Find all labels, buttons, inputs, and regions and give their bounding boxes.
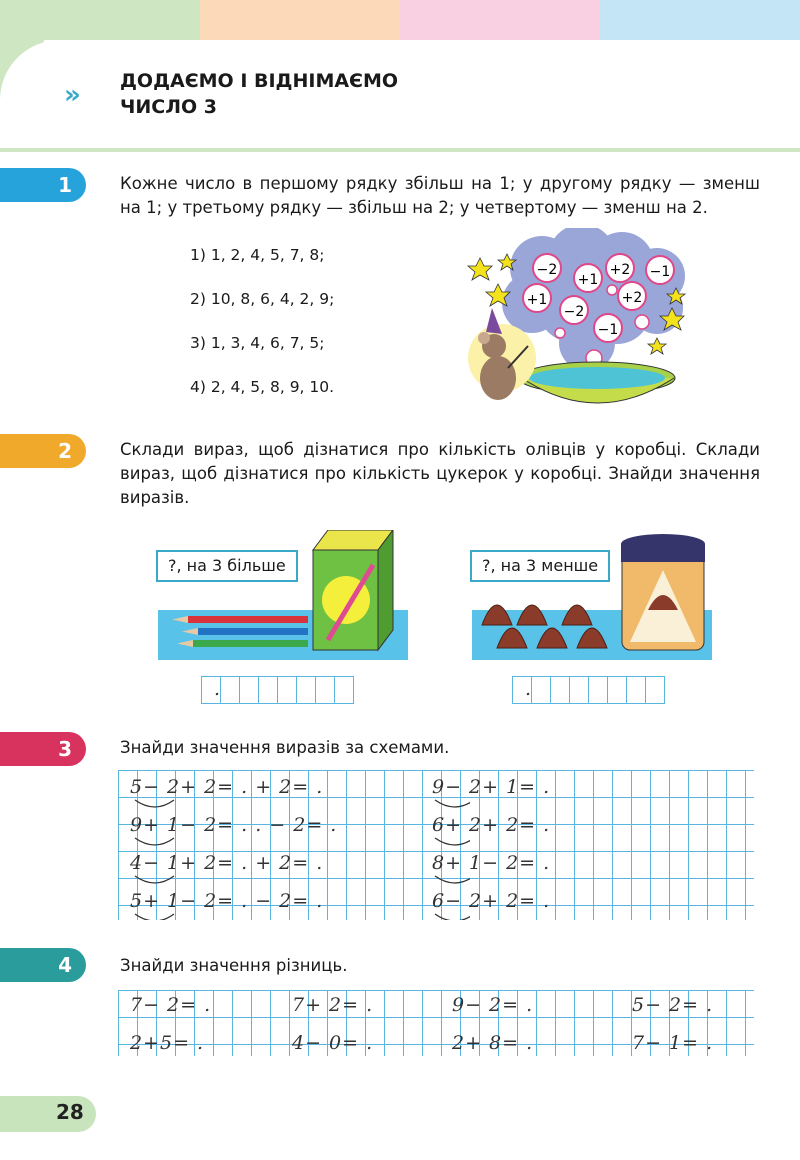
task3-left-row-1: 5− 2+ 2= . + 2= . (130, 776, 324, 798)
top-bar-orange (200, 0, 400, 40)
bubble-5: +1 (526, 292, 548, 308)
candy-jar (621, 534, 705, 650)
bubble-4: −1 (649, 264, 671, 280)
task4-row1-expr-3: 9− 2= . (452, 994, 534, 1016)
task2-text: Склади вираз, щоб дізнатися про кількість олівців у коробці. Склади вираз, щоб дізнатися про кількість цукерок у коробці. Знайди значення виразів. (120, 440, 760, 507)
bubble-2: +1 (577, 272, 599, 288)
task3-left-row-2: 9+ 1− 2= . . − 2= . (130, 814, 338, 836)
bubble-1: −2 (536, 262, 558, 278)
answer-dot-pencils: . (214, 678, 222, 700)
page-title-line2: ЧИСЛО 3 (120, 96, 217, 118)
task1-item-1: 1) 1, 2, 4, 5, 7, 8; (190, 246, 325, 264)
task1-item-3: 3) 1, 3, 4, 6, 7, 5; (190, 334, 325, 352)
page-title-line1: ДОДАЄМО І ВІДНІМАЄМО (120, 70, 399, 92)
task4-text: Знайди значення різниць. (120, 956, 348, 975)
label-more: ?, на 3 більше (156, 550, 298, 582)
task3-right-row-2: 6+ 2+ 2= . (432, 814, 551, 836)
task4-row1-expr-2: 7+ 2= . (292, 994, 374, 1016)
task-badge-3: 3 (0, 732, 86, 766)
arc-arrow-1 (135, 800, 174, 807)
task3-left-row-4: 5+ 1− 2= . − 2= . (130, 890, 324, 912)
bowl (519, 362, 675, 403)
task3-text: Знайди значення виразів за схемами. (120, 738, 450, 757)
arc-arrow-8 (435, 914, 470, 920)
task3-right-row-4: 6− 2+ 2= . (432, 890, 551, 912)
task1-item-4: 4) 2, 4, 5, 8, 9, 10. (190, 378, 335, 396)
top-bar-pink (400, 0, 600, 40)
answer-grid-pencils[interactable] (201, 676, 354, 704)
arc-arrow-7 (435, 876, 470, 883)
bubble-7: +2 (621, 290, 643, 306)
arc-arrow-4 (135, 914, 174, 920)
double-chevron-icon: » (64, 80, 75, 110)
task4-row2-expr-3: 2+ 8= . (452, 1032, 534, 1054)
arc-arrow-6 (435, 838, 470, 845)
task1-item-2: 2) 10, 8, 6, 4, 2, 9; (190, 290, 335, 308)
page-title (120, 68, 398, 120)
page-number: 28 (56, 1100, 84, 1124)
task1-text: Кожне число в першому рядку збільш на 1; у другому рядку — зменш на 1; у третьому рядку — збільш на 2; у четвертому — зменш на 2. (120, 174, 760, 217)
task3-right-row-3: 8+ 1− 2= . (432, 852, 551, 874)
task4-row2-expr-4: 7− 1= . (632, 1032, 714, 1054)
task-badge-2: 2 (0, 434, 86, 468)
label-less: ?, на 3 менше (470, 550, 610, 582)
arc-arrow-5 (435, 800, 470, 807)
task-badge-4: 4 (0, 948, 86, 982)
answer-grid-candies[interactable] (512, 676, 665, 704)
top-bar-blue (600, 0, 800, 40)
pencils (172, 616, 308, 647)
task4-row1-expr-4: 5− 2= . (632, 994, 714, 1016)
pencil-box (313, 530, 393, 650)
task3-scheme-arrows (130, 796, 470, 920)
top-color-bar (0, 0, 800, 40)
arc-arrow-3 (135, 876, 174, 883)
task4-row2-expr-1: 2+5= . (130, 1032, 205, 1054)
task4-row2-expr-2: 4− 0= . (292, 1032, 374, 1054)
task-badge-1: 1 (0, 168, 86, 202)
arc-arrow-2 (135, 838, 174, 845)
bubble-3: +2 (609, 262, 631, 278)
task3-left-row-3: 4− 1+ 2= . + 2= . (130, 852, 324, 874)
bubble-8: −1 (597, 322, 619, 338)
bubble-6: −2 (563, 304, 585, 320)
task3-right-row-1: 9− 2+ 1= . (432, 776, 551, 798)
task4-row1-expr-1: 7− 2= . (130, 994, 212, 1016)
magic-bowl-illustration (462, 228, 702, 418)
answer-dot-candies: . (525, 678, 533, 700)
